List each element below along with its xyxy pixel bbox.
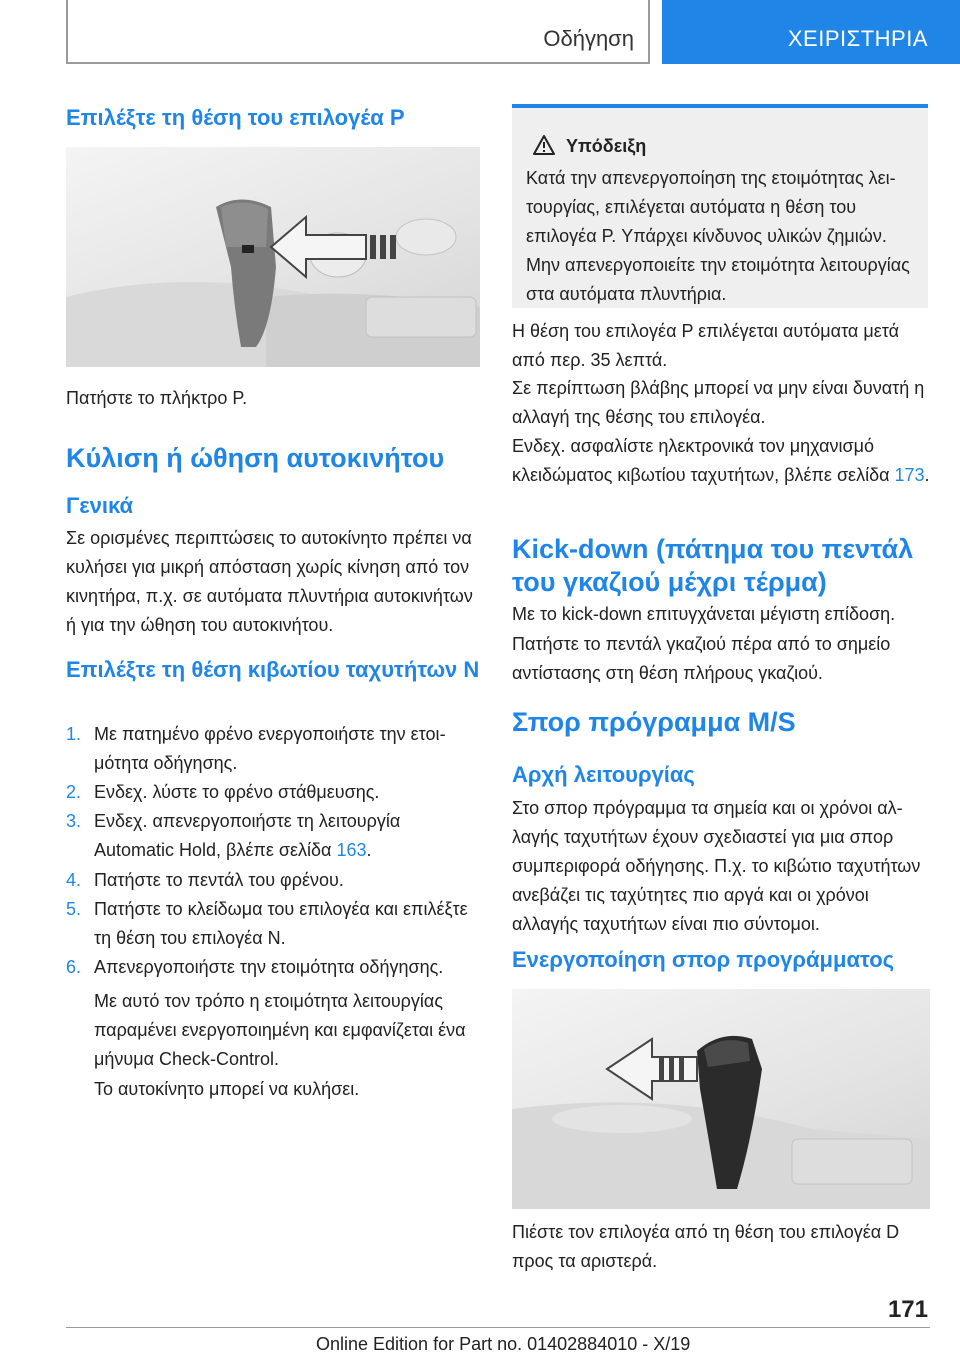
header-section-tab [66, 0, 650, 64]
page-link-173[interactable]: 173 [894, 465, 925, 485]
step-text-body: Ενδεχ. απενεργοποιήστε τη λειτουργία Automatic Hold, βλέπε σελίδα [94, 811, 401, 860]
heading-rolling-pushing: Κύλιση ή ώθηση αυτοκινήτου [66, 443, 445, 473]
gear-selector-park-illustration [66, 147, 480, 367]
heading-principle: Αρχή λειτουργίας [512, 762, 695, 787]
footer-divider [66, 1327, 930, 1328]
header-section-label: Οδήγηση [543, 26, 634, 51]
step-number: 4. [66, 870, 82, 890]
header-chapter-tab [662, 0, 960, 64]
heading-select-neutral: Επιλέξτε τη θέση κιβωτίου ταχυτήτων N [66, 657, 480, 682]
step-text: Με πατημένο φρένο ενεργοποιήστε την ετοιμότητα οδήγησης. [94, 724, 446, 773]
step-number: 6. [66, 957, 82, 977]
step-text: Πατήστε το κλείδωμα του επιλογέα και επιλέξτε τη θέση του επιλογέα N. [94, 899, 468, 948]
note-text: Κατά την απενεργοποίηση της ετοιμότητας λειτουργίας, επιλέγεται αυτόματα η θέση του επιλογέα P. Υπάρχει κίνδυνος υλικών ζημιών. Μην απενεργοποιείτε την ετοιμότητα λειτουργίας στα αυτόματα πλυντήρια. [526, 168, 910, 304]
footer-edition: Online Edition for Part no. 01402884010 - X/19 [316, 1334, 691, 1354]
park-caption: Πατήστε το πλήκτρο P. [66, 388, 248, 408]
heading-activate-sport: Ενεργοποίηση σπορ προγράμματος [512, 947, 895, 972]
step-text-end: . [366, 840, 372, 860]
step-number: 2. [66, 782, 82, 802]
heading-sport-program: Σπορ πρόγραμμα M/S [512, 707, 796, 737]
heading-general: Γενικά [66, 493, 134, 518]
step6-rolling: Το αυτοκίνητο μπορεί να κυλήσει. [94, 1079, 360, 1099]
step-text: Πατήστε το πεντάλ του φρένου. [94, 870, 344, 890]
step-number: 5. [66, 899, 82, 919]
principle-text: Στο σπορ πρόγραμμα τα σημεία και οι χρόνοι αλλαγής ταχυτήτων έχουν σχεδιαστεί για μια σπορ συμπεριφορά οδήγησης. Π.χ. το κιβώτιο ταχυτήτων ανεβάζει τις ταχύτητες πιο αργά και οι χρόνοι αλλαγής ταχυτήτων είναι πιο σύντομοι. [512, 798, 921, 934]
page-link-163[interactable]: 163 [336, 840, 367, 860]
header-chapter-label: ΧΕΙΡΙΣΤΗΡΙΑ [787, 26, 928, 51]
step-text: Ενδεχ. λύστε το φρένο στάθμευσης. [94, 782, 380, 802]
fault-text: Σε περίπτωση βλάβης μπορεί να μην είναι δυνατή η αλλαγή της θέσης του επιλογέα. [512, 378, 925, 427]
photo-sport-selector [512, 989, 930, 1209]
note-title: Υπόδειξη [566, 136, 647, 156]
general-text: Σε ορισμένες περιπτώσεις το αυτοκίνητο πρέπει να κυλήσει για μικρή απόσταση χωρίς κίνηση από τον κινητήρα, π.χ. σε αυτόματα πλυντήρια αυτοκινήτων ή για την ώθηση του αυτοκινήτου. [66, 528, 473, 635]
activate-caption: Πιέστε τον επιλογέα από τη θέση του επιλογέα D προς τα αριστερά. [512, 1222, 900, 1271]
heading-kick-down: Kick-down (πάτημα του πεντάλ του γκαζιού μέχρι τέρμα) [512, 534, 914, 597]
note-box [512, 104, 928, 308]
step-text [94, 807, 480, 865]
secure-text-body: Ενδεχ. ασφαλίστε ηλεκτρονικά τον μηχανισμό κλειδώματος κιβωτίου ταχυτήτων, βλέπε σελίδα [512, 436, 895, 485]
gear-selector-sport-illustration [512, 989, 930, 1209]
warning-triangle-icon [532, 134, 556, 156]
auto-park-text: Η θέση του επιλογέα P επιλέγεται αυτόματα μετά από περ. 35 λεπτά. [512, 321, 899, 370]
page-number: 171 [887, 1296, 928, 1323]
secure-text-end: . [924, 465, 930, 485]
step-number: 3. [66, 811, 82, 831]
kick-down-text-2: Πατήστε το πεντάλ γκαζιού πέρα από το σημείο αντίστασης στη θέση πλήρους γκαζιού. [512, 634, 891, 683]
step-number: 1. [66, 724, 82, 744]
step-text: Απενεργοποιήστε την ετοιμότητα οδήγησης. [94, 957, 444, 977]
heading-select-park: Επιλέξτε τη θέση του επιλογέα P [66, 105, 405, 130]
kick-down-text-1: Με το kick-down επιτυγχάνεται μέγιστη επίδοση. [512, 604, 896, 624]
secure-text [512, 432, 930, 490]
photo-park-button [66, 147, 480, 367]
step6-result: Με αυτό τον τρόπο η ετοιμότητα λειτουργίας παραμένει ενεργοποιημένη και εμφανίζεται ένα μήνυμα Check-Control. [94, 991, 466, 1069]
